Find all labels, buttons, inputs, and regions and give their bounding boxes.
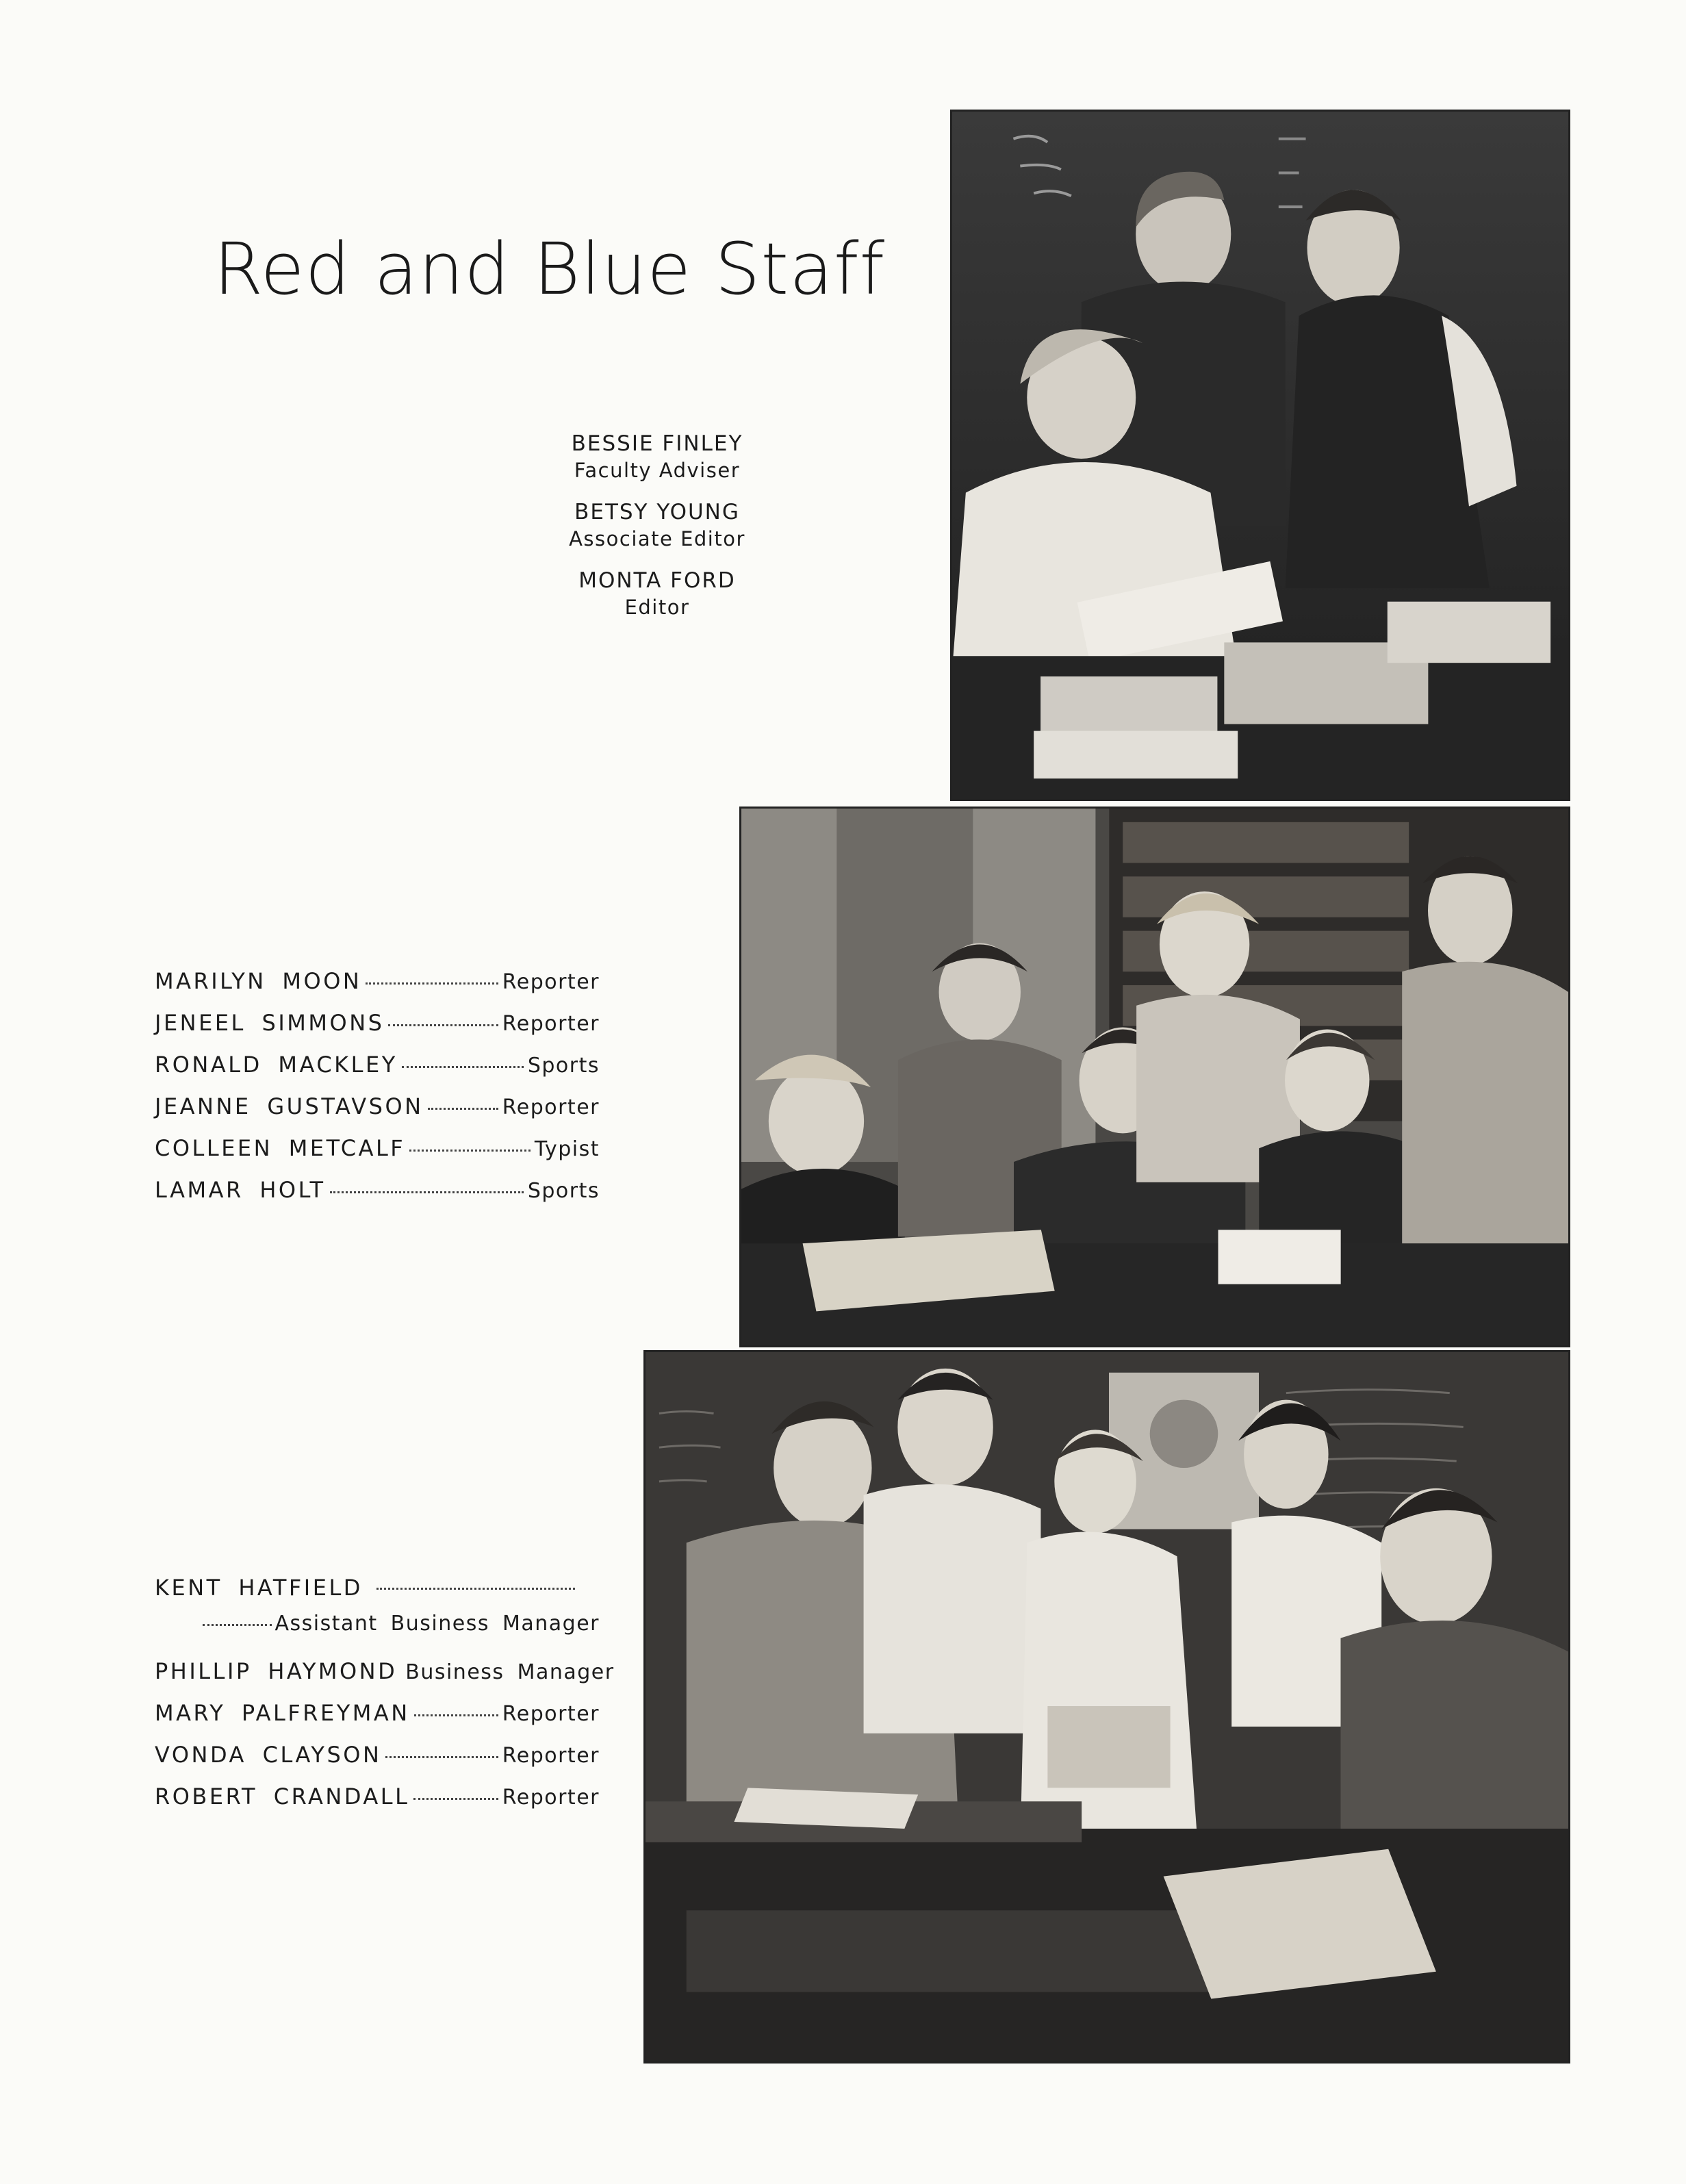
roster-row: [155, 1742, 600, 1783]
roster-row: [155, 1658, 615, 1700]
staff-name: PHILLIP HAYMOND: [155, 1658, 398, 1684]
editors-caption: [534, 430, 780, 635]
leader-dots: [388, 1024, 498, 1026]
staff-name: VONDA CLAYSON: [155, 1742, 382, 1768]
staff-name: BETSY YOUNG: [574, 500, 740, 524]
staff-name: MARILYN MOON: [155, 968, 362, 994]
roster-row: [155, 1093, 600, 1135]
roster-row: [155, 968, 600, 1010]
staff-name: JENEEL SIMMONS: [155, 1010, 385, 1036]
roster-row: [155, 1052, 600, 1093]
leader-dots: [413, 1798, 498, 1800]
business-roster: [155, 1575, 615, 1825]
staff-role: Editor: [624, 596, 690, 619]
staff-name: MONTA FORD: [578, 568, 736, 593]
staff-role: Reporter: [502, 1095, 600, 1119]
roster-row: [155, 1700, 600, 1742]
roster-row: [155, 1783, 600, 1825]
leader-dots: [414, 1714, 498, 1716]
staff-role: Typist: [534, 1137, 600, 1161]
editor-entry: [534, 567, 780, 620]
reporters-roster: [155, 968, 600, 1219]
staff-name: JEANNE GUSTAVSON: [155, 1093, 424, 1119]
roster-row: [155, 1135, 600, 1177]
staff-role: Associate Editor: [569, 527, 745, 550]
staff-name: BESSIE FINLEY: [571, 431, 743, 456]
roster-row: [155, 1575, 600, 1658]
staff-role: Reporter: [502, 1744, 600, 1768]
photo-editors-at-desk: [950, 110, 1570, 801]
leader-dots: [330, 1191, 524, 1193]
page-title: Red and Blue Staff: [214, 227, 886, 311]
staff-role: Reporter: [502, 1786, 600, 1810]
staff-name: MARY PALFREYMAN: [155, 1700, 410, 1726]
leader-dots: [366, 982, 498, 985]
leader-dots: [203, 1624, 272, 1626]
staff-role: Assistant Business Manager: [274, 1612, 600, 1636]
staff-name: LAMAR HOLT: [155, 1177, 326, 1203]
staff-role: Reporter: [502, 1702, 600, 1726]
photo-reporters-at-table: [739, 807, 1570, 1347]
staff-role: Faculty Adviser: [574, 459, 741, 482]
staff-role: Reporter: [502, 1012, 600, 1036]
editor-entry: [534, 498, 780, 552]
roster-row: [155, 1010, 600, 1052]
leader-dots: [428, 1108, 498, 1110]
photo-business-staff: [643, 1350, 1570, 2064]
staff-name: COLLEEN METCALF: [155, 1135, 406, 1161]
leader-dots: [385, 1756, 498, 1758]
leader-dots: [376, 1588, 575, 1590]
staff-name: KENT HATFIELD: [155, 1575, 363, 1601]
leader-dots: [402, 1066, 524, 1068]
staff-role: Business Manager: [405, 1660, 615, 1684]
staff-name: RONALD MACKLEY: [155, 1052, 398, 1078]
staff-role: Sports: [527, 1054, 600, 1078]
staff-role: Sports: [527, 1179, 600, 1203]
staff-name: ROBERT CRANDALL: [155, 1783, 410, 1810]
leader-dots: [409, 1150, 531, 1152]
editor-entry: [534, 430, 780, 483]
staff-role: Reporter: [502, 970, 600, 994]
roster-row: [155, 1177, 600, 1219]
